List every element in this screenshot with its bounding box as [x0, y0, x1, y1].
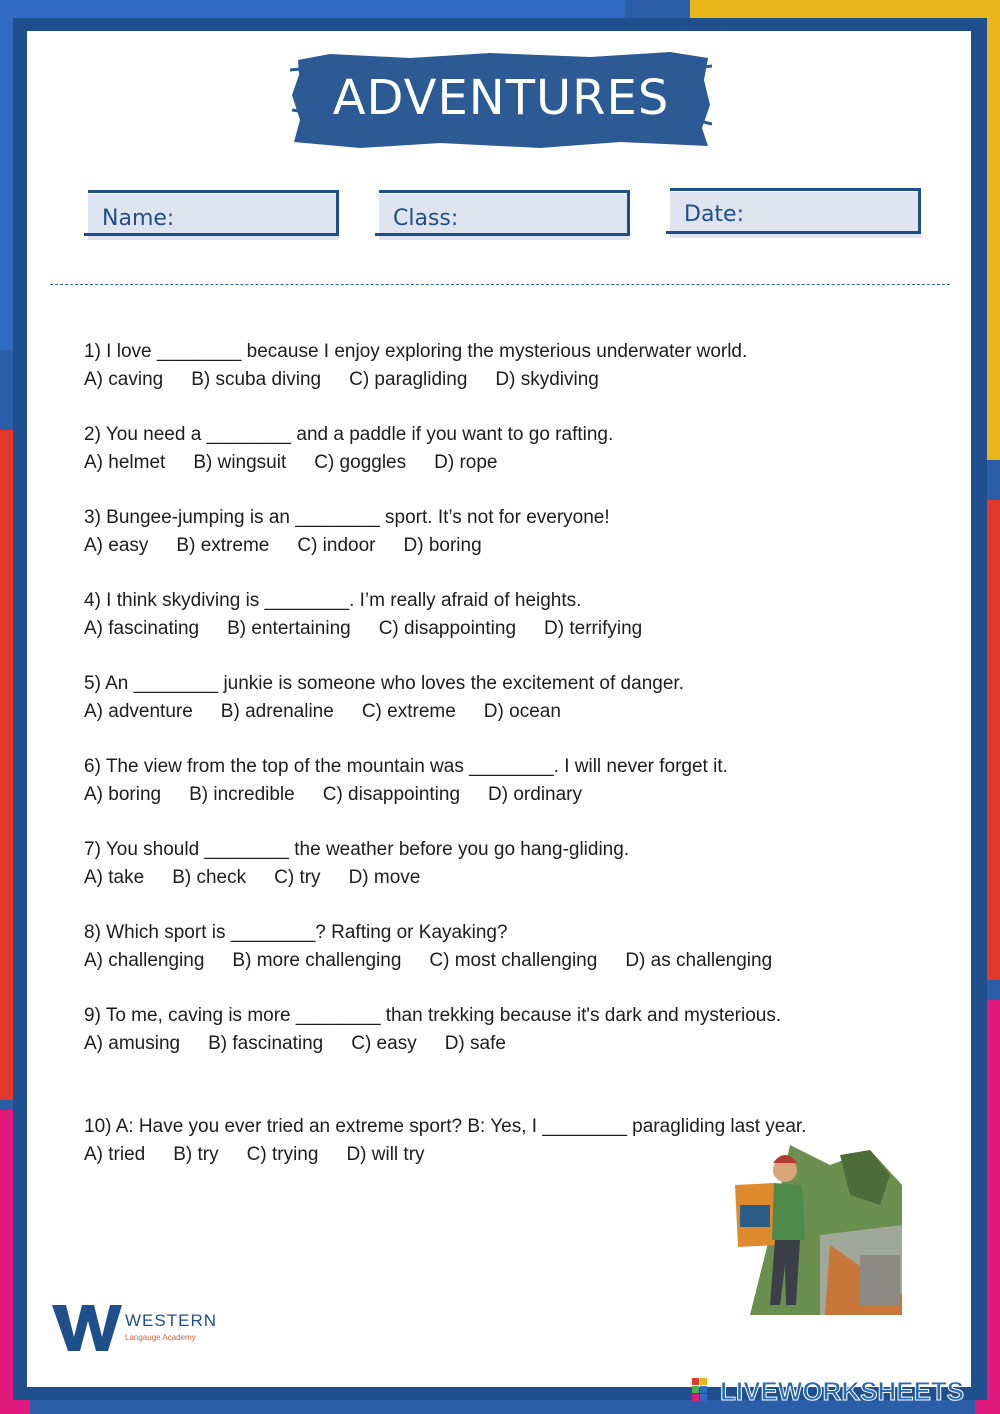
option-b[interactable]: B) check — [172, 867, 247, 888]
option-d[interactable]: D) ordinary — [488, 784, 583, 805]
option-b[interactable]: B) incredible — [189, 784, 295, 805]
option-d[interactable]: D) rope — [434, 452, 498, 473]
class-label: Class: — [393, 206, 459, 231]
option-c[interactable]: C) trying — [246, 1144, 319, 1165]
option-a[interactable]: A) boring — [84, 784, 162, 805]
options-row — [84, 449, 904, 477]
title-banner — [290, 50, 712, 150]
question-4 — [84, 587, 904, 643]
option-b[interactable]: B) scuba diving — [191, 369, 322, 390]
option-a[interactable]: A) take — [84, 867, 145, 888]
option-b[interactable]: B) entertaining — [227, 618, 351, 639]
question-7 — [84, 836, 904, 892]
options-row — [84, 864, 904, 892]
option-d[interactable]: D) ocean — [483, 701, 561, 722]
question-text: 7) You should ________ the weather before you go hang-gliding. — [84, 839, 630, 860]
option-d[interactable]: D) safe — [444, 1033, 506, 1054]
option-c[interactable]: C) paragliding — [349, 369, 468, 390]
option-a[interactable]: A) fascinating — [84, 618, 200, 639]
question-text: 1) I love ________ because I enjoy exploring the mysterious underwater world. — [84, 341, 748, 362]
option-d[interactable]: D) will try — [346, 1144, 425, 1165]
option-a[interactable]: A) caving — [84, 369, 164, 390]
hiker-illustration — [730, 1145, 902, 1315]
logo-name: WESTERN — [125, 1311, 217, 1330]
western-logo — [52, 1303, 232, 1358]
logo-subtitle: Langauge Academy — [125, 1333, 196, 1342]
options-row — [84, 781, 904, 809]
options-row — [84, 947, 904, 975]
option-d[interactable]: D) as challenging — [625, 950, 773, 971]
question-3 — [84, 504, 904, 560]
option-a[interactable]: A) helmet — [84, 452, 166, 473]
option-c[interactable]: C) extreme — [361, 701, 456, 722]
option-c[interactable]: C) disappointing — [378, 618, 517, 639]
question-1 — [84, 338, 904, 394]
option-d[interactable]: D) boring — [403, 535, 482, 556]
watermark-text: LIVEWORKSHEETS — [720, 1376, 965, 1406]
option-a[interactable]: A) amusing — [84, 1033, 181, 1054]
question-5 — [84, 670, 904, 726]
options-row — [84, 698, 904, 726]
question-text: 10) A: Have you ever tried an extreme sport? B: Yes, I ________ paragliding last year. — [84, 1116, 807, 1137]
option-b[interactable]: B) wingsuit — [193, 452, 287, 473]
option-b[interactable]: B) more challenging — [232, 950, 402, 971]
date-label: Date: — [684, 202, 744, 227]
class-field[interactable] — [375, 190, 630, 240]
question-2 — [84, 421, 904, 477]
liveworksheets-watermark — [692, 1376, 992, 1404]
question-text: 6) The view from the top of the mountain was ________. I will never forget it. — [84, 756, 728, 777]
question-8 — [84, 919, 904, 975]
option-b[interactable]: B) try — [173, 1144, 219, 1165]
name-field[interactable] — [84, 190, 339, 240]
options-row — [84, 615, 904, 643]
options-row — [84, 1030, 904, 1058]
option-a[interactable]: A) tried — [84, 1144, 146, 1165]
option-b[interactable]: B) extreme — [176, 535, 270, 556]
question-9 — [84, 1002, 904, 1058]
option-b[interactable]: B) fascinating — [208, 1033, 324, 1054]
option-a[interactable]: A) challenging — [84, 950, 205, 971]
liveworksheets-icon — [692, 1378, 716, 1402]
date-field[interactable] — [666, 188, 921, 238]
logo-w-icon — [52, 1303, 122, 1353]
question-text: 3) Bungee-jumping is an ________ sport. It’s not for everyone! — [84, 507, 610, 528]
option-d[interactable]: D) move — [348, 867, 421, 888]
option-c[interactable]: C) goggles — [314, 452, 407, 473]
divider-line — [50, 284, 950, 285]
option-a[interactable]: A) easy — [84, 535, 149, 556]
question-text: 8) Which sport is ________? Rafting or Kayaking? — [84, 922, 508, 943]
option-a[interactable]: A) adventure — [84, 701, 193, 722]
question-6 — [84, 753, 904, 809]
question-text: 2) You need a ________ and a paddle if you want to go rafting. — [84, 424, 614, 445]
option-c[interactable]: C) disappointing — [322, 784, 461, 805]
name-label: Name: — [102, 206, 175, 231]
question-text: 4) I think skydiving is ________. I’m really afraid of heights. — [84, 590, 582, 611]
question-text: 5) An ________ junkie is someone who loves the excitement of danger. — [84, 673, 684, 694]
options-row — [84, 366, 904, 394]
options-row — [84, 532, 904, 560]
option-d[interactable]: D) skydiving — [495, 369, 599, 390]
option-c[interactable]: C) try — [274, 867, 321, 888]
option-c[interactable]: C) easy — [351, 1033, 417, 1054]
question-text: 9) To me, caving is more ________ than trekking because it's dark and mysterious. — [84, 1005, 782, 1026]
option-d[interactable]: D) terrifying — [544, 618, 643, 639]
option-c[interactable]: C) indoor — [297, 535, 376, 556]
option-c[interactable]: C) most challenging — [429, 950, 598, 971]
option-b[interactable]: B) adrenaline — [220, 701, 334, 722]
page-title: ADVENTURES — [332, 70, 670, 126]
